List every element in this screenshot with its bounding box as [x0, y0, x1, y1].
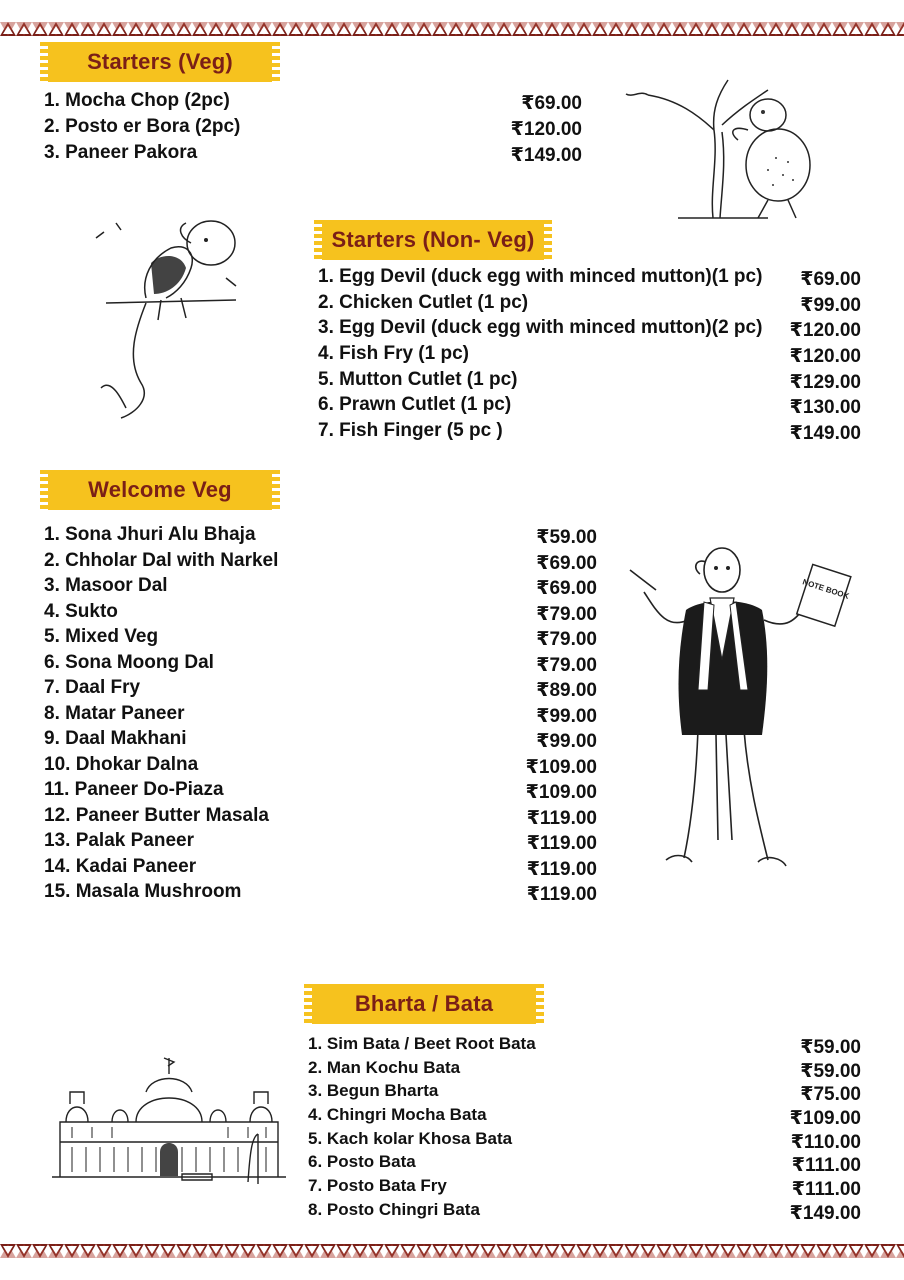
man-with-notebook-illustration [626, 540, 856, 880]
item-name: 5. Mixed Veg [44, 626, 159, 647]
item-price: ₹120.00 [510, 119, 582, 140]
item-price: ₹69.00 [536, 552, 597, 574]
item-name: 9. Daal Makhani [44, 728, 187, 749]
menu-item [308, 1129, 861, 1153]
item-price: ₹75.00 [800, 1084, 861, 1106]
menu-item [318, 266, 861, 292]
item-name: 1. Sona Jhuri Alu Bhaja [44, 524, 256, 545]
item-price: ₹59.00 [800, 1060, 861, 1082]
item-name: 14. Kadai Paneer [44, 855, 197, 877]
menu-item [44, 881, 597, 907]
item-name: 6. Sona Moong Dal [44, 651, 214, 673]
menu-item [318, 420, 861, 446]
item-name: 1. Sim Bata / Beet Root Bata [308, 1034, 536, 1053]
item-name: 3. Masoor Dal [44, 575, 168, 596]
monument-illustration [52, 1052, 286, 1187]
item-price: ₹69.00 [536, 578, 597, 599]
menu-item [44, 677, 597, 703]
menu-item [318, 394, 861, 420]
item-price: ₹111.00 [791, 1155, 861, 1177]
item-price: ₹109.00 [525, 756, 597, 778]
item-name: 5. Kach kolar Khosa Bata [308, 1128, 513, 1148]
welcome-veg-list [44, 524, 597, 907]
item-name: 8. Matar Paneer [44, 702, 185, 724]
item-price: ₹111.00 [791, 1179, 861, 1201]
menu-item [44, 830, 597, 856]
menu-item [308, 1152, 861, 1176]
item-name: 12. Paneer Butter Masala [44, 804, 269, 826]
item-name: 2. Chicken Cutlet (1 pc) [318, 291, 529, 313]
item-price: ₹69.00 [800, 269, 861, 290]
item-price: ₹149.00 [789, 423, 861, 445]
item-name: 3. Egg Devil (duck egg with minced mutton)(2 pc) [318, 317, 763, 339]
item-price: ₹99.00 [536, 705, 597, 727]
menu-item [44, 754, 597, 780]
item-name: 2. Man Kochu Bata [308, 1057, 461, 1077]
item-name: 7. Daal Fry [44, 677, 141, 698]
menu-item [44, 90, 582, 116]
item-name: 1. Mocha Chop (2pc) [44, 90, 230, 111]
item-price: ₹110.00 [790, 1131, 861, 1153]
item-price: ₹89.00 [536, 680, 597, 701]
menu-item [44, 550, 597, 576]
item-name: 4. Fish Fry (1 pc) [318, 343, 469, 365]
bharta-bata-list [308, 1034, 861, 1224]
item-name: 6. Prawn Cutlet (1 pc) [318, 394, 512, 416]
bharta-bata-banner [310, 984, 538, 1024]
item-price: ₹120.00 [789, 346, 861, 368]
menu-item [44, 626, 597, 652]
item-price: ₹59.00 [536, 527, 597, 548]
item-price: ₹149.00 [789, 1202, 861, 1224]
menu-item [308, 1034, 861, 1058]
bharta-bata-title: Bharta / Bata [354, 991, 494, 1016]
welcome-veg-title: Welcome Veg [88, 477, 232, 502]
item-price: ₹69.00 [521, 93, 582, 114]
menu-item [318, 343, 861, 369]
item-name: 10. Dhokar Dalna [44, 753, 199, 775]
menu-item [44, 652, 597, 678]
item-price: ₹59.00 [800, 1037, 861, 1058]
item-name: 7. Fish Finger (5 pc ) [318, 420, 503, 442]
item-name: 5. Mutton Cutlet (1 pc) [318, 368, 518, 390]
item-price: ₹129.00 [789, 371, 861, 393]
item-price: ₹109.00 [789, 1108, 861, 1130]
menu-item [44, 728, 597, 754]
starters-veg-list [44, 90, 582, 168]
item-price: ₹120.00 [789, 320, 861, 342]
notebook-label: NOTE BOOK [801, 577, 851, 601]
menu-item [308, 1200, 861, 1224]
menu-item [308, 1081, 861, 1105]
starters-nonveg-title: Starters (Non- Veg) [331, 227, 535, 252]
menu-item [308, 1176, 861, 1200]
menu-item [318, 317, 861, 343]
item-price: ₹119.00 [526, 858, 597, 880]
menu-item [44, 779, 597, 805]
item-name: 4. Chingri Mocha Bata [308, 1105, 487, 1125]
item-name: 7. Posto Bata Fry [308, 1176, 447, 1196]
welcome-veg-banner [46, 470, 274, 510]
menu-item [318, 292, 861, 318]
tree-creature-illustration [618, 70, 828, 220]
item-price: ₹79.00 [536, 629, 597, 650]
menu-item [308, 1058, 861, 1082]
item-price: ₹119.00 [526, 884, 597, 905]
item-name: 3. Begun Bharta [308, 1081, 439, 1101]
item-price: ₹130.00 [789, 397, 861, 419]
item-name: 3. Paneer Pakora [44, 142, 198, 163]
menu-item [44, 601, 597, 627]
item-name: 2. Posto er Bora (2pc) [44, 116, 241, 137]
item-name: 11. Paneer Do-Piaza [44, 779, 224, 800]
menu-item [44, 142, 582, 168]
item-price: ₹119.00 [526, 833, 597, 854]
item-name: 15. Masala Mushroom [44, 881, 242, 902]
menu-item [44, 805, 597, 831]
item-name: 8. Posto Chingri Bata [308, 1199, 480, 1219]
monkey-illustration [86, 208, 258, 424]
item-name: 4. Sukto [44, 600, 118, 622]
item-name: 6. Posto Bata [308, 1152, 416, 1172]
item-price: ₹79.00 [536, 603, 597, 625]
item-price: ₹119.00 [526, 807, 597, 829]
bottom-decorative-border [0, 1244, 904, 1280]
menu-item [44, 575, 597, 601]
item-name: 13. Palak Paneer [44, 830, 194, 851]
starters-veg-title: Starters (Veg) [87, 49, 233, 74]
menu-item [318, 369, 861, 395]
item-price: ₹149.00 [510, 145, 582, 166]
item-price: ₹79.00 [536, 654, 597, 676]
menu-item [44, 856, 597, 882]
menu-item [44, 116, 582, 142]
starters-nonveg-list [318, 266, 861, 446]
item-name: 2. Chholar Dal with Narkel [44, 549, 279, 571]
top-decorative-border [0, 0, 904, 36]
menu-item [44, 703, 597, 729]
starters-nonveg-banner [320, 220, 546, 260]
starters-veg-banner [46, 42, 274, 82]
menu-item [308, 1105, 861, 1129]
item-price: ₹109.00 [525, 782, 597, 803]
item-price: ₹99.00 [800, 294, 861, 316]
item-name: 1. Egg Devil (duck egg with minced mutton)(1 pc) [318, 266, 763, 287]
menu-item [44, 524, 597, 550]
item-price: ₹99.00 [536, 731, 597, 752]
